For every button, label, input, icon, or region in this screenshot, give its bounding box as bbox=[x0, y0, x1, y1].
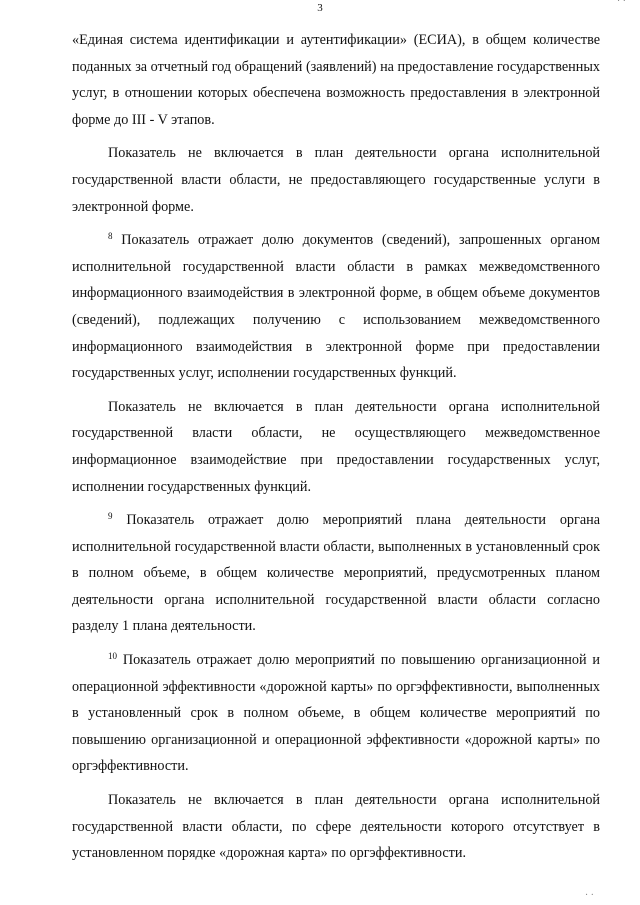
footnote-number: 9 bbox=[108, 511, 113, 522]
footnote-8 bbox=[72, 227, 600, 387]
paragraph-text: Показатель не включается в план деятельности органа исполнительной государственной власти области, не осуществляющего межведомственное информационное взаимодействие при предоставлении государственных услуг, исполнении государственных функций. bbox=[72, 398, 600, 495]
paragraph-text: Показатель отражает долю мероприятий плана деятельности органа исполнительной государственной власти области, выполненных в установленный срок в полном объеме, в общем количестве мероприятий, предусмотренных планом деятельности органа исполнительной государственной власти области согласно разделу 1 плана деятельности. bbox=[72, 512, 601, 635]
document-body bbox=[72, 27, 600, 867]
footnote-number: 10 bbox=[108, 651, 117, 662]
paragraph-text: Показатель не включается в план деятельности органа исполнительной государственной власти области, не предоставляющего государственные услуги в электронной форме. bbox=[72, 145, 600, 215]
scan-mark-bottom: · · bbox=[584, 890, 594, 901]
paragraph-text: Показатель отражает долю мероприятий по повышению организационной и операционной эффективности «дорожной карты» по оргэффективности, выполненных в установленный срок в полном объеме, в общем количестве мероприятий по повышению организационной и операционной эффективности «дорожной карты» по оргэффективности. bbox=[72, 652, 600, 775]
paragraph-text: «Единая система идентификации и аутентификации» (ЕСИА), в общем количестве поданных за отчетный год обращений (заявлений) на предоставление государственных услуг, в отношении которых обеспечена возможность предоставления в электронной форме до III - V этапов. bbox=[72, 32, 600, 128]
footnote-10 bbox=[72, 647, 600, 780]
paragraph-text: Показатель не включается в план деятельности органа исполнительной государственной власти области, по сфере деятельности которого отсутствует в установленном порядке «дорожная карта» по оргэффективности. bbox=[72, 792, 600, 862]
footnote-9 bbox=[72, 507, 600, 640]
paragraph-exclusion-electronic-services bbox=[72, 140, 600, 220]
scan-mark-top: · · bbox=[616, 0, 626, 7]
footnote-number: 8 bbox=[108, 231, 113, 242]
paragraph-exclusion-roadmap bbox=[72, 787, 600, 867]
paragraph-text: Показатель отражает долю документов (сведений), запрошенных органом исполнительной государственной власти области в рамках межведомственного информационного взаимодействия в электронной форме, в общем объеме документов (сведений), подлежащих получению с использованием межведомственного информационного взаимодействия в электронной форме при предоставлении государственных услуг, исполнении государственных функций. bbox=[72, 232, 601, 382]
paragraph-exclusion-interagency bbox=[72, 394, 600, 500]
paragraph-esia-continuation bbox=[72, 27, 600, 133]
page-number: 3 bbox=[317, 2, 323, 14]
